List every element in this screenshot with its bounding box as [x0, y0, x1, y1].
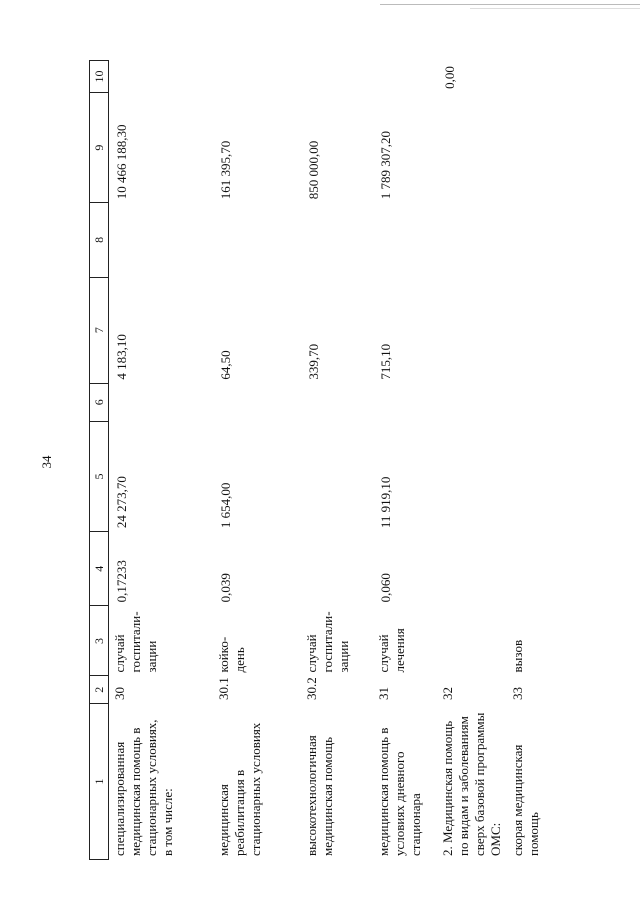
per-capita-cell: 715,10: [377, 343, 393, 380]
per-capita-cell: 64,50: [217, 350, 233, 380]
header-cell: 8: [90, 203, 109, 277]
row-code-cell: 32: [439, 687, 455, 701]
cell-cell: [373, 383, 437, 421]
header-cell: 6: [90, 383, 109, 421]
table-body: [109, 61, 563, 860]
header-cell: 4: [90, 532, 109, 606]
per-capita-cell: 339,70: [305, 343, 321, 380]
cost-cell: 1 654,00: [217, 482, 233, 529]
volume-cell: [507, 532, 563, 606]
row-code-cell: 31: [375, 687, 391, 701]
unit-cell: случай лечения: [375, 628, 407, 673]
volume-cell: [437, 532, 507, 606]
cell-cell: [109, 203, 213, 277]
unit-cell: вызов: [509, 639, 525, 673]
per-capita-cell: [437, 277, 507, 383]
cost-cell: 11 919,10: [377, 476, 393, 529]
unit-cell: случай госпитали- зации: [112, 611, 159, 673]
total-cell: 10 466 188,30: [114, 124, 129, 200]
cost-cell: [507, 421, 563, 531]
total-cell: [507, 92, 563, 202]
table-row: [507, 61, 563, 860]
header-cell: 9: [90, 92, 109, 202]
cell-cell: [437, 203, 507, 277]
volume-cell: 0,17233: [114, 560, 129, 603]
cost-cell: [301, 421, 373, 531]
table-row: [301, 61, 373, 860]
scan-edge-line: [470, 8, 640, 9]
header-cell: 2: [90, 676, 109, 704]
cell-cell: [109, 383, 213, 421]
header-cell: 10: [90, 61, 109, 93]
cell-cell: [301, 61, 373, 93]
cell-cell: 0,00: [441, 66, 457, 89]
per-capita-cell: 4 183,10: [114, 334, 129, 380]
volume-cell: [301, 532, 373, 606]
table-row: [109, 61, 213, 860]
total-cell: 161 395,70: [217, 140, 233, 200]
volume-cell: 0,039: [217, 573, 233, 603]
header-cell: 1: [90, 704, 109, 860]
cell-cell: [213, 203, 301, 277]
total-cell: 1 789 307,20: [377, 131, 393, 200]
cost-cell: [437, 421, 507, 531]
volume-cell: 0,060: [377, 573, 393, 603]
cell-cell: [437, 383, 507, 421]
cell-cell: [213, 383, 301, 421]
table-row: [373, 61, 437, 860]
row-code-cell: 30: [112, 687, 127, 701]
per-capita-cell: [507, 277, 563, 383]
cell-cell: [301, 203, 373, 277]
page-number: 34: [39, 455, 54, 469]
tariff-table: [89, 60, 563, 860]
header-row: [90, 61, 109, 860]
scan-edge-line: [380, 4, 640, 5]
row-label-cell: специализированная медицинская помощь в стационарных условиях, в том числе:: [112, 719, 175, 856]
cell-cell: [507, 61, 563, 93]
row-label-cell: медицинская реабилитация в стационарных условиях: [215, 722, 263, 856]
total-cell: 850 000,00: [305, 140, 321, 200]
header-cell: 5: [90, 421, 109, 531]
unit-cell: койко- день: [215, 636, 247, 673]
cost-cell: 24 273,70: [114, 476, 129, 529]
cell-cell: [507, 203, 563, 277]
row-label-cell: высокотехнологичная медицинская помощь: [303, 735, 335, 856]
cell-cell: [213, 61, 301, 93]
row-code-cell: 30.1: [215, 677, 231, 701]
row-label-cell: скорая медицинская помощь: [509, 744, 541, 856]
row-code-cell: 33: [509, 687, 525, 701]
cell-cell: [373, 61, 437, 93]
cell-cell: [507, 383, 563, 421]
header-cell: 7: [90, 277, 109, 383]
rotated-table-container: [89, 60, 619, 860]
table-row: [213, 61, 301, 860]
row-label-cell: 2. Медицинская помощь по видам и заболеваниям сверх базовой программы ОМС:: [439, 712, 503, 856]
cell-cell: [109, 61, 213, 93]
row-label-cell: медицинская помощь в условиях дневного стационара: [375, 727, 423, 856]
total-cell: [437, 92, 507, 202]
header-cell: 3: [90, 606, 109, 676]
cell-cell: [373, 203, 437, 277]
unit-cell: [437, 606, 507, 676]
unit-cell: случай госпитали- зации: [303, 611, 351, 673]
table-row: [437, 61, 507, 860]
cell-cell: [301, 383, 373, 421]
row-code-cell: 30.2: [303, 677, 319, 701]
